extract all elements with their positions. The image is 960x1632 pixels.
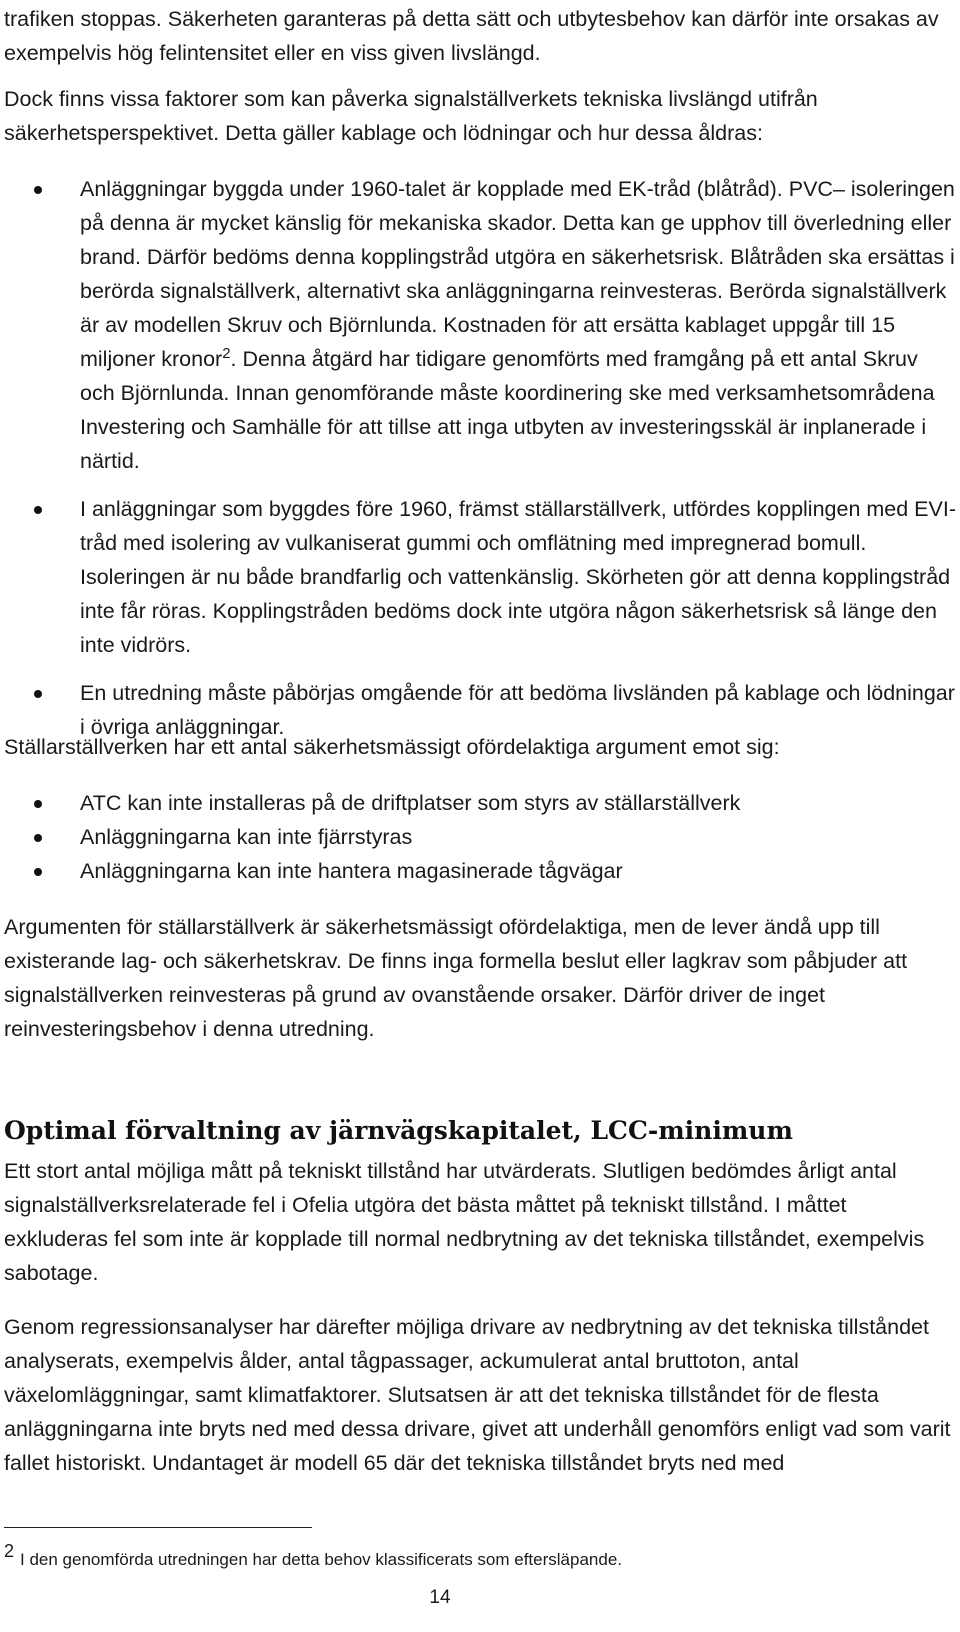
list-item xyxy=(0,492,956,662)
bullet-icon xyxy=(34,800,42,808)
bullet-icon xyxy=(34,506,42,514)
footnote xyxy=(4,1540,622,1571)
bullet-text-evi-wire: I anläggningar som byggdes före 1960, främst ställarställverk, utfördes kopplingen med EVI-tråd med isolering av vulkaniserat gummi och omflätning med impregnerad bomull. Isoleringen är nu både brandfarlig och vattenkänslig. Skörheten gör att denna kopplingstråd inte får röras. Kopplingstråden bedöms dock inte utgöra någon säkerhetsrisk så länge den inte vidrörs. xyxy=(80,497,956,657)
paragraph-technical-condition: Ett stort antal möjliga mått på tekniskt tillstånd har utvärderats. Slutligen bedömdes årligt antal signalställverksrelaterade fel i Ofelia utgöra det bästa måttet på tekniskt tillstånd. I måttet exkluderas fel som inte är kopplade till normal nedbrytning av det tekniska tillståndet, exempelvis sabotage. xyxy=(4,1159,925,1285)
footnote-reference: 2 xyxy=(222,345,231,362)
arguments-bullet-list xyxy=(0,786,956,888)
bullet-text-blue-wire-cont: . Denna åtgärd har tidigare genomförts med framgång på ett antal Skruv och Björnlunda. Innan genomförande måste koordinering ske med verksamhetsområdena Investering och Samhälle för att tillse att inga utbyten av investeringsskäl är inplanerade i närtid. xyxy=(80,347,935,473)
list-item xyxy=(0,820,956,854)
bullet-icon xyxy=(34,690,42,698)
list-item xyxy=(0,854,956,888)
bullet-icon xyxy=(34,186,42,194)
bullet-icon xyxy=(34,834,42,842)
paragraph-stallar-arguments: Ställarställverken har ett antal säkerhetsmässigt ofördelaktiga argument emot sig: xyxy=(4,735,780,759)
paragraph-intro-continuation: trafiken stoppas. Säkerheten garanteras på detta sätt och utbytesbehov kan därför inte orsakas av exempelvis hög felintensitet eller en viss given livslängd. xyxy=(4,7,939,65)
paragraph-regression: Genom regressionsanalyser har därefter möjliga drivare av nedbrytning av det tekniska tillståndet analyserats, exempelvis ålder, antal tågpassager, ackumulerat antal bruttoton, antal växelomläggningar, samt klimatfaktorer. Slutsatsen är att det tekniska tillståndet för de flesta anläggningarna inte bryts ned med dessa drivare, givet att underhåll genomförs enligt vad som varit fallet historiskt. Undantaget är modell 65 där det tekniska tillståndet bryts ned med xyxy=(4,1315,951,1475)
paragraph-arguments-conclusion: Argumenten för ställarställverk är säkerhetsmässigt ofördelaktiga, men de lever ändå upp till existerande lag- och säkerhetskrav. De finns inga formella beslut eller lagkrav som påbjuder att signalställverken reinvesteras på grund av ovanstående orsaker. Därför driver de inget reinvesteringsbehov i denna utredning. xyxy=(4,915,908,1041)
footnote-divider xyxy=(4,1527,312,1528)
bullet-icon xyxy=(34,868,42,876)
bullet-text-remote-control: Anläggningarna kan inte fjärrstyras xyxy=(80,825,413,849)
bullet-text-atc: ATC kan inte installeras på de driftplatser som styrs av ställarställverk xyxy=(80,791,741,815)
section-heading: Optimal förvaltning av järnvägskapitalet, LCC-minimum xyxy=(4,1116,793,1145)
bullet-text-investigation: En utredning måste påbörjas omgående för att bedöma livsländen på kablage och lödningar i övriga anläggningar. xyxy=(80,681,955,739)
footnote-text: I den genomförda utredningen har detta behov klassificerats som eftersläpande. xyxy=(20,1550,622,1569)
paragraph-factors: Dock finns vissa faktorer som kan påverka signalställverkets tekniska livslängd utifrån säkerhetsperspektivet. Detta gäller kablage och lödningar och hur dessa åldras: xyxy=(4,87,818,145)
footnote-mark: 2 xyxy=(4,1541,15,1561)
list-item xyxy=(0,786,956,820)
page-number: 14 xyxy=(429,1587,451,1608)
list-item xyxy=(0,172,956,478)
bullet-text-blue-wire: Anläggningar byggda under 1960-talet är kopplade med EK-tråd (blåtråd). PVC– isoleringen på denna är mycket känslig för mekaniska skador. Detta kan ge upphov till överledning eller brand. Därför bedöms denna kopplingstråd utgöra en säkerhetsrisk. Blåtråden ska ersättas i berörda signalställverk, alternativt ska anläggningarna reinvesteras. Berörda signalställverk är av modellen Skruv och Björnlunda. Kostnaden för att ersätta kablaget uppgår till 15 miljoner kronor xyxy=(80,177,955,371)
bullet-text-stored-routes: Anläggningarna kan inte hantera magasinerade tågvägar xyxy=(80,859,623,883)
cabling-bullet-list xyxy=(0,172,956,744)
